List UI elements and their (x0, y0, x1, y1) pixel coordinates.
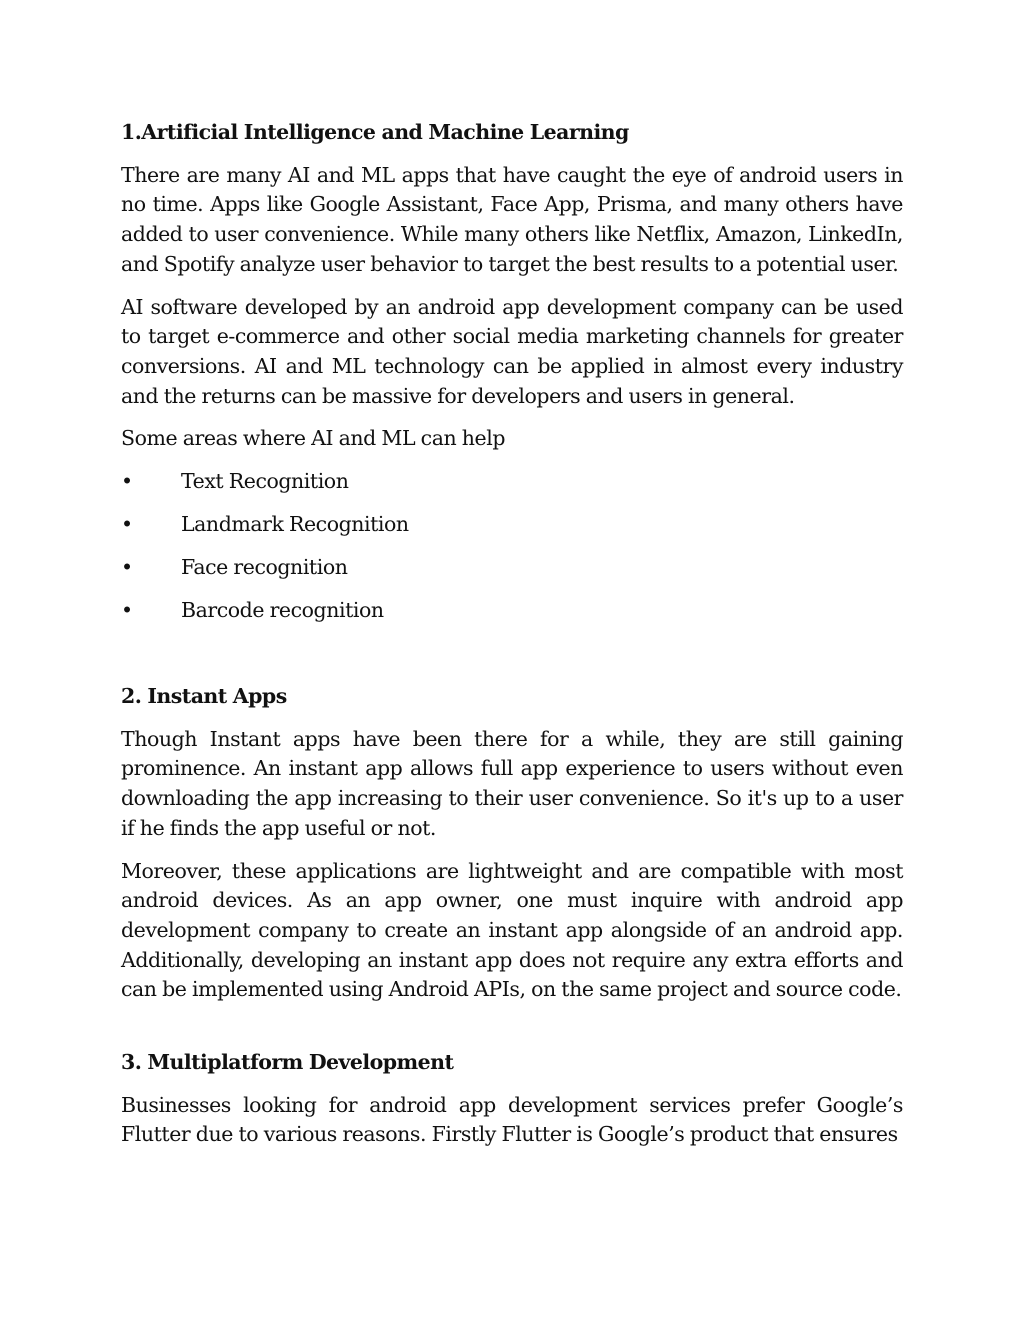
section-heading: 2. Instant Apps (121, 684, 287, 709)
list-item (121, 596, 903, 626)
section-heading: 3. Multiplatform Development (121, 1050, 454, 1075)
section-ai-ml (121, 118, 903, 626)
bullet-icon: • (121, 469, 133, 494)
section-multiplatform (121, 1048, 903, 1150)
list-item (121, 553, 903, 583)
paragraph: AI software developed by an android app development company can be used to target e-commerce and other social media marketing channels for greater conversions. AI and ML technology can be applied in almost every industry and the returns can be massive for developers and users in general. (121, 294, 903, 408)
list-item-text: Text Recognition (181, 469, 349, 494)
paragraph: Some areas where AI and ML can help (121, 426, 506, 451)
list-item-text: Landmark Recognition (181, 512, 409, 537)
list-item-text: Face recognition (181, 555, 348, 580)
paragraph: Businesses looking for android app development services prefer Google’s Flutter due to various reasons. Firstly Flutter is Google’s product that ensures (121, 1092, 903, 1147)
bullet-icon: • (121, 555, 133, 580)
document-page (121, 118, 903, 1163)
bullet-icon: • (121, 512, 133, 537)
paragraph: Though Instant apps have been there for a while, they are still gaining prominence. An instant app allows full app experience to users without even downloading the app increasing to their user convenience. So it's up to a user if he finds the app useful or not. (121, 726, 903, 840)
list-item (121, 510, 903, 540)
bullet-list (121, 467, 903, 626)
bullet-icon: • (121, 598, 133, 623)
list-item-text: Barcode recognition (181, 598, 384, 623)
section-instant-apps (121, 682, 903, 1005)
section-heading: 1.Artificial Intelligence and Machine Learning (121, 120, 629, 144)
section-gap (121, 1018, 903, 1048)
paragraph: Moreover, these applications are lightweight and are compatible with most android devices. As an app owner, one must inquire with android app development company to create an instant app alongside of an android app. Additionally, developing an instant app does not require any extra efforts and can be implemented using Android APIs, on the same project and source code. (121, 858, 903, 1002)
paragraph: There are many AI and ML apps that have caught the eye of android users in no time. Apps like Google Assistant, Face App, Prisma, and many others have added to user convenience. While many others like Netflix, Amazon, LinkedIn, and Spotify analyze user behavior to target the best results to a potential user. (121, 162, 903, 276)
list-item (121, 467, 903, 497)
section-gap (121, 639, 903, 682)
